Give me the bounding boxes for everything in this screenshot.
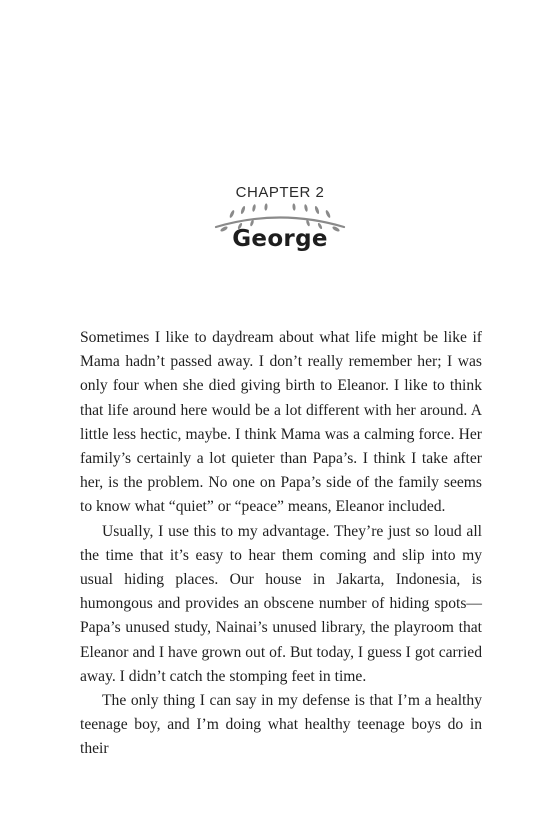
chapter-title: George xyxy=(232,226,328,252)
paragraph-1: Sometimes I like to daydream about what life might be like if Mama hadn’t passed away. I don’t really remember her; I was only four when she died giving birth to Eleanor. I like to think that life around here would be a lot different with her around. A little less hectic, maybe. I think Mama was a calming force. Her family’s certainly a lot quieter than Papa’s. I think I take after her, is the problem. No one on Papa’s side of the family seems to know what “quiet” or “peace” means, Eleanor included. xyxy=(80,329,482,516)
paragraph-3: The only thing I can say in my defense is that I’m a healthy teenage boy, and I’m doing what healthy teenage boys do in their xyxy=(80,692,482,758)
chapter-body xyxy=(80,326,482,762)
paragraph-2: Usually, I use this to my advantage. They’re just so loud all the time that it’s easy to hear them coming and slip into my usual hiding places. Our house in Jakarta, Indonesia, is humongous and provides an obscene number of hiding spots—Papa’s unused study, Nainai’s unused library, the playroom that Eleanor and I have grown out of. But today, I guess I got carried away. I didn’t catch the stomping feet in time. xyxy=(80,522,482,685)
chapter-number-label: CHAPTER 2 xyxy=(235,184,325,201)
